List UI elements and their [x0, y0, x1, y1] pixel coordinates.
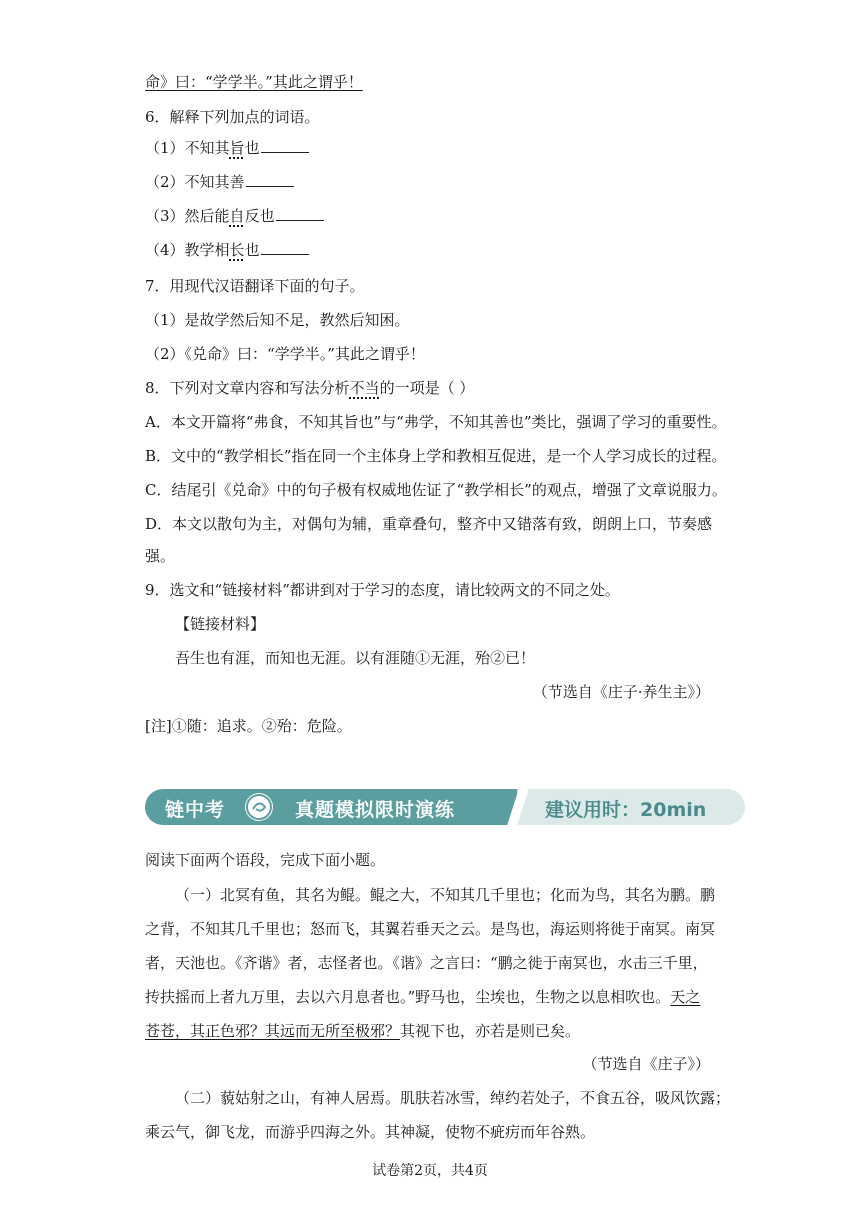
q6-1-text-c: 也 [244, 139, 260, 157]
q8-option-b: B．文中的“教学相长”指在同一个主体身上学和教相互促进，是一个人学习成长的过程。 [145, 447, 727, 465]
line-0 [145, 72, 363, 92]
passage-1-line-1: （一）北冥有鱼，其名为鲲。鲲之大，不知其几千里也；化而为鸟，其名为鹏。鹏 [175, 886, 716, 904]
q6-item-3 [145, 206, 324, 226]
q6-1-text-a: （1）不知其 [145, 139, 230, 157]
question-7: 7．用现代汉语翻译下面的句子。 [145, 277, 365, 295]
passage-2-line-1: （二）藐姑射之山，有神人居焉。肌肤若冰雪，绰约若处子，不食五谷，吸风饮露； [175, 1089, 731, 1107]
swirl-icon [245, 793, 273, 821]
section-banner [145, 789, 745, 825]
answer-blank[interactable] [246, 172, 294, 187]
q6-3-text-c: 反也 [244, 207, 275, 225]
link-source: （节选自《庄子·养生主》） [532, 683, 710, 701]
page-footer: 试卷第2页，共4页 [372, 1163, 488, 1179]
passage-1-line-5-b: 其视下也，亦若是则已矣。 [400, 1022, 581, 1040]
passage-1-underlined-b: 苍苍，其正色邪？其远而无所至极邪？ [145, 1022, 401, 1040]
q8-option-a: A．本文开篇将“弗食，不知其旨也”与“弗学，不知其善也”类比，强调了学习的重要性。 [145, 413, 727, 431]
quote-continued: 命》曰：“学学半。”其此之谓乎！ [145, 73, 363, 91]
q8-option-d-cont: 强。 [145, 547, 176, 565]
question-8 [145, 378, 474, 398]
q8-text-c: 的一项是（ ） [379, 379, 475, 397]
q8-option-d: D．本文以散句为主，对偶句为辅，重章叠句，整齐中又错落有致，朗朗上口，节奏感 [145, 515, 713, 533]
question-6: 6．解释下列加点的词语。 [145, 108, 320, 126]
answer-blank[interactable] [276, 206, 324, 221]
q8-option-c: C．结尾引《兑命》中的句子极有权威地佐证了“教学相长”的观点，增强了文章说服力。 [145, 481, 727, 499]
q6-4-text-a: （4）教学相 [145, 241, 230, 259]
q6-item-1 [145, 138, 309, 158]
reading-intro: 阅读下面两个语段，完成下面小题。 [145, 851, 386, 869]
question-9: 9．选文和“链接材料”都讲到对于学习的态度，请比较两文的不同之处。 [145, 581, 620, 599]
q8-dotted: 不当 [349, 379, 380, 397]
q6-4-dotted: 长 [229, 241, 245, 259]
link-text: 吾生也有涯，而知也无涯。以有涯随①无涯，殆②已！ [175, 649, 536, 667]
answer-blank[interactable] [261, 240, 309, 255]
passage-1-line-3: 者，天池也。《齐谐》者，志怪者也。《谐》之言曰：“鹏之徙于南冥也，水击三千里， [145, 954, 708, 972]
passage-2-line-2: 乘云气，御飞龙，而游乎四海之外。其神凝，使物不疵疠而年谷熟。 [145, 1123, 596, 1141]
q6-2-text: （2）不知其善 [145, 173, 245, 191]
passage-1-line-2: 之背，不知其几千里也；怒而飞，其翼若垂天之云。是鸟也，海运则将徙于南冥。南冥 [145, 920, 716, 938]
passage-1-line-5 [145, 1021, 580, 1041]
q6-3-text-a: （3）然后能 [145, 207, 230, 225]
q6-3-dotted: 自 [229, 207, 245, 225]
q6-item-2 [145, 172, 294, 192]
passage-1-line-4-a: 抟扶摇而上者九万里，去以六月息者也。”野马也，尘埃也，生物之以息相吹也。 [145, 988, 671, 1006]
banner-left-label: 链中考 [165, 799, 226, 821]
passage-1-source: （节选自《庄子》） [582, 1055, 710, 1073]
q8-text-a: 8．下列对文章内容和写法分析 [145, 379, 350, 397]
banner-middle-label: 真题模拟限时演练 [295, 799, 456, 821]
passage-1-underlined-a: 天之 [670, 988, 701, 1006]
link-title: 【链接材料】 [175, 615, 266, 633]
q7-item-1: （1）是故学然后知不足，教然后知困。 [145, 311, 410, 329]
q6-item-4 [145, 240, 309, 260]
q6-4-text-c: 也 [244, 241, 260, 259]
banner-time-label: 建议用时：20min [545, 799, 707, 821]
annotation-note: [注]①随：追求。②殆：危险。 [145, 717, 352, 735]
answer-blank[interactable] [261, 138, 309, 153]
passage-1-line-4 [145, 987, 700, 1007]
q6-1-dotted: 旨 [229, 139, 245, 157]
q7-item-2: （2）《兑命》曰：“学学半。”其此之谓乎！ [145, 345, 425, 363]
